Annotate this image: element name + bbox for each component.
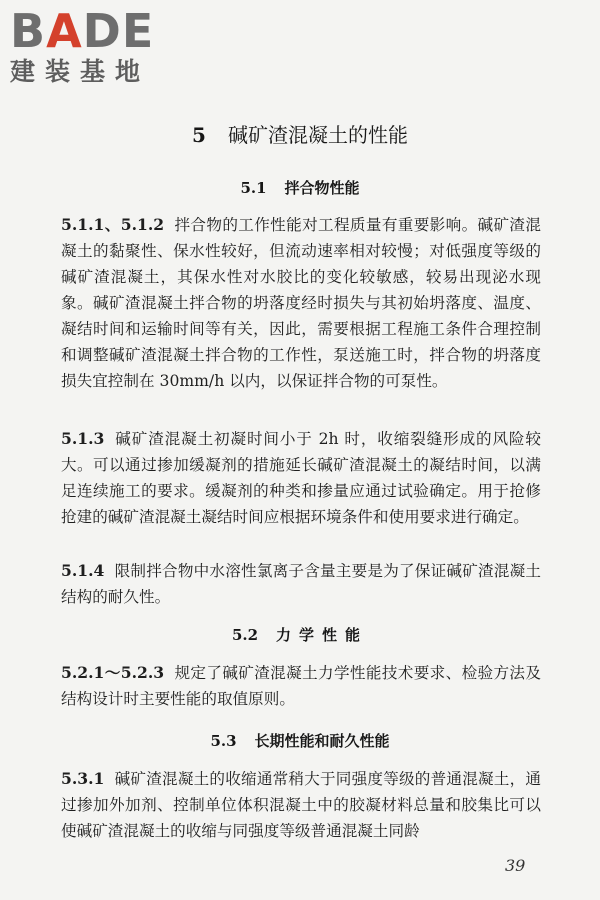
clause-5-1-4 [61, 558, 541, 610]
chapter-number: 5 [192, 123, 206, 147]
clause-5-3-1 [61, 766, 541, 844]
brand-logo [10, 6, 180, 92]
clause-5-1-1 [61, 212, 541, 394]
page-number: 39 [505, 856, 526, 875]
clause-text: 规定了碱矿渣混凝土力学性能技术要求、检验方法及结构设计时主要性能的取值原则。 [61, 664, 541, 708]
section-title-5-3: 5.3 长期性能和耐久性能 [210, 732, 390, 750]
logo-mark: BADE [10, 4, 155, 58]
section-title-5-1: 5.1 拌合物性能 [240, 179, 360, 197]
section-title-5-2: 5.2 力学性能 [231, 626, 369, 644]
clause-text: 碱矿渣混凝土初凝时间小于 2h 时，收缩裂缝形成的风险较大。可以通过掺加缓凝剂的措施延长碱矿渣混凝土的凝结时间，以满足连续施工的要求。缓凝剂的种类和掺量应通过试验确定。用于抢修抢建的碱矿渣混凝土凝结时间应根据环境条件和使用要求进行确定。 [61, 430, 541, 526]
clause-text: 拌合物的工作性能对工程质量有重要影响。碱矿渣混凝土的黏聚性、保水性较好，但流动速率相对较慢；对低强度等级的碱矿渣混凝土，其保水性对水胶比的变化较敏感，较易出现泌水现象。碱矿渣混凝土拌合物的坍落度经时损失与其初始坍落度、温度、凝结时间和运输时间等有关，因此，需要根据工程施工条件合理控制和调整碱矿渣混凝土拌合物的工作性，泵送施工时，拌合物的坍落度损失宜控制在 30mm/h 以内，以保证拌合物的可泵性。 [61, 216, 541, 390]
clause-number: 5.2.1～5.2.3 [61, 663, 165, 682]
clause-5-1-3 [61, 426, 541, 530]
clause-text: 限制拌合物中水溶性氯离子含量主要是为了保证碱矿渣混凝土结构的耐久性。 [61, 562, 541, 606]
clause-5-2-1 [61, 660, 541, 712]
logo-subtitle: 建装基地 [10, 57, 151, 86]
clause-number: 5.1.3 [61, 429, 105, 448]
chapter-title [0, 122, 600, 148]
clause-number: 5.3.1 [61, 769, 105, 788]
clause-number: 5.1.1、5.1.2 [61, 215, 165, 234]
clause-text: 碱矿渣混凝土的收缩通常稍大于同强度等级的普通混凝土，通过掺加外加剂、控制单位体积混凝土中的胶凝材料总量和胶集比可以使碱矿渣混凝土的收缩与同强度等级普通混凝土同龄 [61, 770, 541, 840]
chapter-title-text: 碱矿渣混凝土的性能 [227, 123, 408, 147]
clause-number: 5.1.4 [61, 561, 105, 580]
